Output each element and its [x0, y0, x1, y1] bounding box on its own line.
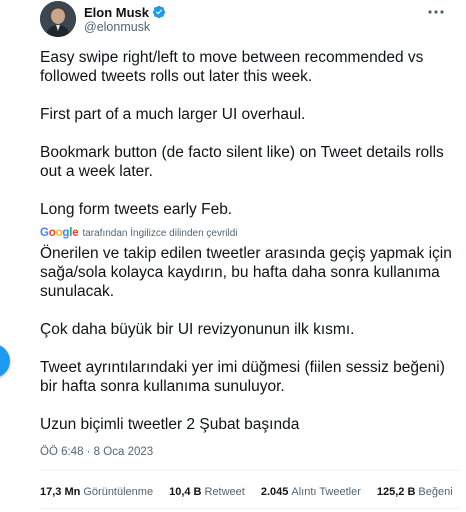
divider — [40, 508, 460, 509]
left-edge — [0, 0, 6, 512]
google-logo: Google — [40, 227, 79, 239]
author-handle[interactable]: @elonmusk — [84, 20, 151, 34]
tweet-text — [40, 48, 458, 219]
retweets-stat[interactable] — [169, 486, 245, 498]
compose-button-edge[interactable] — [0, 344, 10, 378]
tweet-paragraph: Long form tweets early Feb. — [40, 201, 233, 218]
views-label: Görüntülenme — [83, 486, 154, 498]
quotes-label: Alıntı Tweetler — [291, 486, 361, 498]
author-name[interactable]: Elon Musk — [84, 4, 150, 20]
avatar[interactable] — [40, 1, 76, 37]
likes-count: 125,2 B — [376, 486, 416, 498]
translated-paragraph: Önerilen ve takip edilen tweetler arasında geçiş yapmak için sağa/sola kolayca kaydırın, bu hafta daha sonra kullanıma sunulacak. — [40, 245, 452, 300]
likes-stat[interactable] — [377, 486, 453, 498]
translated-paragraph: Tweet ayrıntılarındaki yer imi düğmesi (fiilen sessiz beğeni) bir hafta sonra kullanıma sunuluyor. — [40, 359, 445, 395]
retweets-count: 10,4 B — [169, 486, 202, 498]
divider — [40, 470, 460, 471]
tweet-paragraph: First part of a much larger UI overhaul. — [40, 106, 306, 123]
translated-paragraph: Çok daha büyük bir UI revizyonunun ilk kısmı. — [40, 321, 355, 338]
more-options-icon[interactable] — [424, 2, 448, 22]
tweet-timestamp[interactable]: ÖÖ 6:48 · 8 Oca 2023 — [40, 446, 154, 458]
quotes-count: 2.045 — [260, 486, 289, 498]
likes-label: Beğeni — [418, 486, 453, 498]
translated-text — [40, 244, 458, 434]
tweet-paragraph: Easy swipe right/left to move between recommended vs followed tweets rolls out later this week. — [40, 49, 424, 85]
name-row — [84, 4, 166, 20]
views-count: 17,3 Mn — [40, 486, 81, 498]
tweet-header — [40, 0, 460, 40]
verified-badge-icon — [152, 5, 166, 19]
translated-paragraph: Uzun biçimli tweetler 2 Şubat başında — [40, 416, 300, 433]
engagement-stats — [40, 484, 460, 500]
tweet-paragraph: Bookmark button (de facto silent like) on Tweet details rolls out a week later. — [40, 144, 444, 180]
retweets-label: Retweet — [204, 486, 245, 498]
translation-attribution[interactable] — [40, 226, 238, 240]
views-stat — [40, 486, 153, 498]
translation-label: tarafından İngilizce dilinden çevrildi — [82, 227, 238, 239]
quotes-stat[interactable] — [261, 486, 361, 498]
